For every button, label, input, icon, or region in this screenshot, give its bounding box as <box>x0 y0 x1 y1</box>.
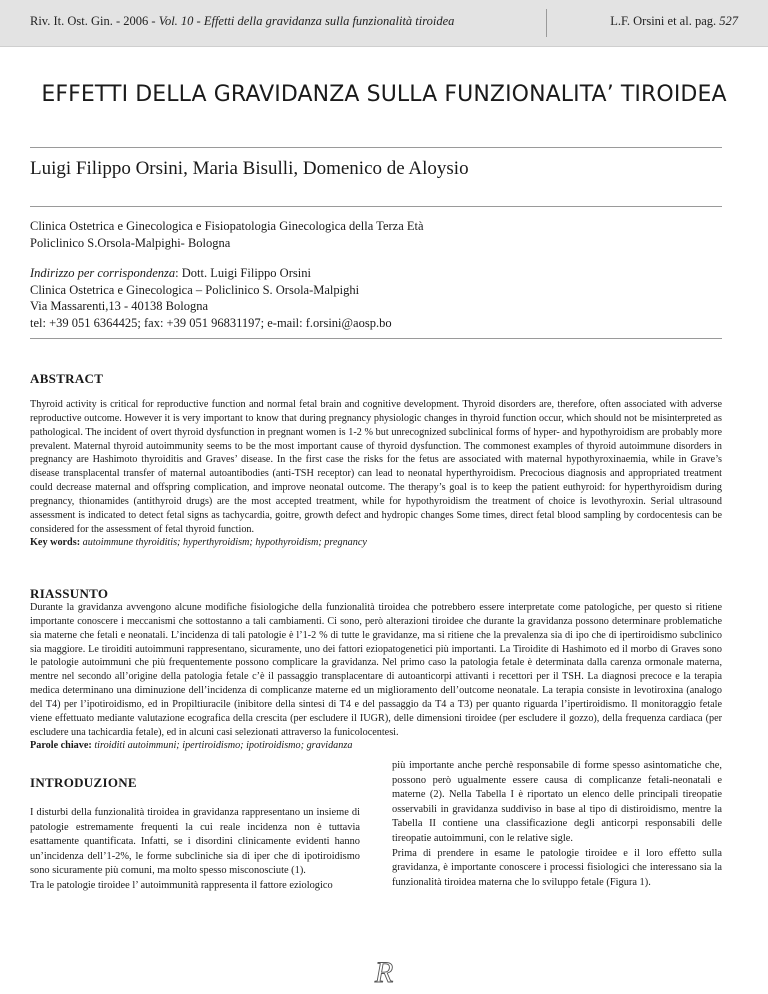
divider-rule <box>30 206 722 207</box>
citation-volume-title: Vol. 10 - Effetti della gravidanza sulla funzionalità tiroidea <box>158 14 455 28</box>
correspondence-contact: tel: +39 051 6364425; fax: +39 051 96831197; e-mail: f.orsini@aosp.bo <box>30 315 392 330</box>
intro-paragraph: più importante anche perchè responsabile di forme spesso asintomatiche che, possono però ugualmente essere causa di complicanze fetali-neonatali e materne (2). Nella Tabella I è riportato un elenco delle principali tireopatie osservabili in gravidanza suddiviso in base al tipo di distiroidismo, mentre la Tabella II contiene una classificazione degli anticorpi responsabili delle tireopatie autoimmuni, con le relative sigle. <box>392 760 722 844</box>
correspondence <box>30 265 392 331</box>
keywords-label: Parole chiave: <box>30 740 92 752</box>
intro-paragraph: I disturbi della funzionalità tiroidea in gravidanza rappresentano un insieme di patologie estremamente frequenti la cui reale incidenza non è tuttavia esattamente quantificata. Infatti, se i disordini clinicamente evidenti hanno un’incidenza dell’1-2%, le forme subcliniche sia di iper che di ipotiroidismo sono sicuramente più comuni, ma molto spesso misconosciute (1). <box>30 807 360 877</box>
divider-rule <box>30 338 722 339</box>
author-short: L.F. Orsini et al. pag. <box>610 14 717 28</box>
abstract-text: Thyroid activity is critical for reproductive function and normal fetal brain and cognitive development. Thyroid disorders are, therefore, often associated with adverse reproductive outcome. However it is very important to know that during pregnancy physiologic changes in thyroid function occur, which should not be misinterpreted as pathological. The incident of overt thyroid dysfunction in pregnant women is 1-2 % but unrecognized subclinical forms of hyper- and hypothyroidism are probably more prevalent. Maternal thyroid autoimmunity seems to be the most important cause of thyroid dysfunction. The commonest examples of thyroid autoimmune disorders in pregnancy are Hashimoto thyroiditis and Graves’ disease. In the first case the risks for the fetus are associated with maternal hypothyroxinaemia, while in Grave’s disease transplacental transfer of maternal autoantibodies (anti-TSH receptor) can lead to neonatal hyperthyroidism. Precocious diagnosis and appropriated treatment could decrease maternal and offspring complication, and improve neonatal outcome. The therapy’s goal is to keep the patient euthyroid: for hyperthyroidism during pregnancy, thionamides (antithyroid drugs) are the most accepted treatment, while for hypothyroidism the treatment of choice is levothyroxin. Serial ultrasound assessment is indicated to detect fetal signs as tachycardia, goitre, growth defect and hydropic changes Some times, direct fetal blood sampling by cordocentesis can be considered for the assessment of fetal thyroid function. <box>30 399 722 535</box>
intro-paragraph: Prima di prendere in esame le patologie tiroidee e il loro effetto sulla gravidanza, è importante conoscere i processi fisiologici che interessano sia la funzionalità tiroidea materna che lo sviluppo fetale (Figura 1). <box>392 847 722 888</box>
correspondence-label: Indirizzo per corrispondenza <box>30 266 176 280</box>
citation-journal: Riv. It. Ost. Gin. - 2006 - <box>30 14 156 28</box>
header-divider <box>546 9 547 37</box>
intro-paragraph: Tra le patologie tiroidee l’ autoimmunità rappresenta il fattore eziologico <box>30 879 333 891</box>
page-number: 527 <box>719 14 738 28</box>
abstract-body <box>30 398 722 550</box>
logo-letter: R <box>374 956 394 987</box>
affiliation-line: Policlinico S.Orsola-Malpighi- Bologna <box>30 235 231 250</box>
abstract-heading: ABSTRACT <box>30 371 104 386</box>
divider-rule <box>30 147 722 148</box>
keywords-label: Key words: <box>30 537 81 549</box>
correspondence-line: Via Massarenti,13 - 40138 Bologna <box>30 299 209 313</box>
journal-logo <box>362 955 406 987</box>
author-list: Luigi Filippo Orsini, Maria Bisulli, Domenico de Aloysio <box>30 158 469 179</box>
abstract-keywords <box>30 536 722 550</box>
page-reference <box>610 14 738 29</box>
intro-left-column <box>30 806 360 894</box>
correspondence-line: Clinica Ostetrica e Ginecologica – Policlinico S. Orsola-Malpighi <box>30 282 360 297</box>
riassunto-body <box>30 601 722 753</box>
affiliation-line: Clinica Ostetrica e Ginecologica e Fisiopatologia Ginecologica della Terza Età <box>30 219 424 233</box>
keywords-list: tiroiditi autoimmuni; ipertiroidismo; ipotiroidismo; gravidanza <box>94 740 353 752</box>
keywords-list: autoimmune thyroiditis; hyperthyroidism; hypothyroidism; pregnancy <box>82 537 367 549</box>
introduzione-heading: INTRODUZIONE <box>30 775 137 790</box>
correspondence-name: : Dott. Luigi Filippo Orsini <box>175 266 311 280</box>
journal-citation <box>30 14 454 29</box>
affiliation <box>30 218 424 251</box>
article-title: EFFETTI DELLA GRAVIDANZA SULLA FUNZIONALITA’ TIROIDEA <box>41 82 727 107</box>
riassunto-text: Durante la gravidanza avvengono alcune modifiche fisiologiche della funzionalità tiroidea che potrebbero essere interpretate come patologiche, per questo si ritiene importante conoscere i meccanismi che sottostanno a tali cambiamenti. Ci sono, però alterazioni tiroidee che durante la gravidanza possono determinare problematiche sia materne che fetali e neonatali. L’incidenza di tali patologie è l’1-2 % di tutte le gravidanze, ma si ritiene che la prevalenza sia di ipo che di ipertiroidismo subclinico sia maggiore. Le tiroiditi autoimmuni rappresentano, sicuramente, uno dei fattori eziopatogenetici più importanti. La Tiroidite di Hashimoto ed il morbo di Graves sono le patologie autoimmuni che più frequentemente possono complicare la gravidanza. Nel primo caso la patologia fetale è determinata dalla carenza ormonale materna, mentre nel secondo all’origine della patologia fetale c’è il passaggio transplacentare di autoanticorpi attivanti i recettori per il TSH. La diagnosi precoce e la terapia medica determinano una diminuzione dell’incidenza di complicanze materne ed un miglioramento dell’outcome neonatale. La terapia consiste in levotiroxina (analogo del T4) per l’ipotiroidismo, ed in Propiltiuracile (inibitore della sintesi di T4 e del passaggio da T4 a T3) per quanto riguarda l’ipertiroidismo. Il monitoraggio fetale viene effettuato mediante valutazione ecografica della crescita (per escludere il IUGR), delle dimensioni tiroidee (per escludere il gozzo), della frequenza cardiaca (per escludere una tachicardia fetale), ed in alcuni casi selezionati attraverso la funicolocentesi. <box>30 602 722 738</box>
riassunto-heading: RIASSUNTO <box>30 586 109 601</box>
intro-right-column <box>392 759 722 890</box>
riassunto-keywords <box>30 739 722 753</box>
running-header <box>0 0 768 47</box>
